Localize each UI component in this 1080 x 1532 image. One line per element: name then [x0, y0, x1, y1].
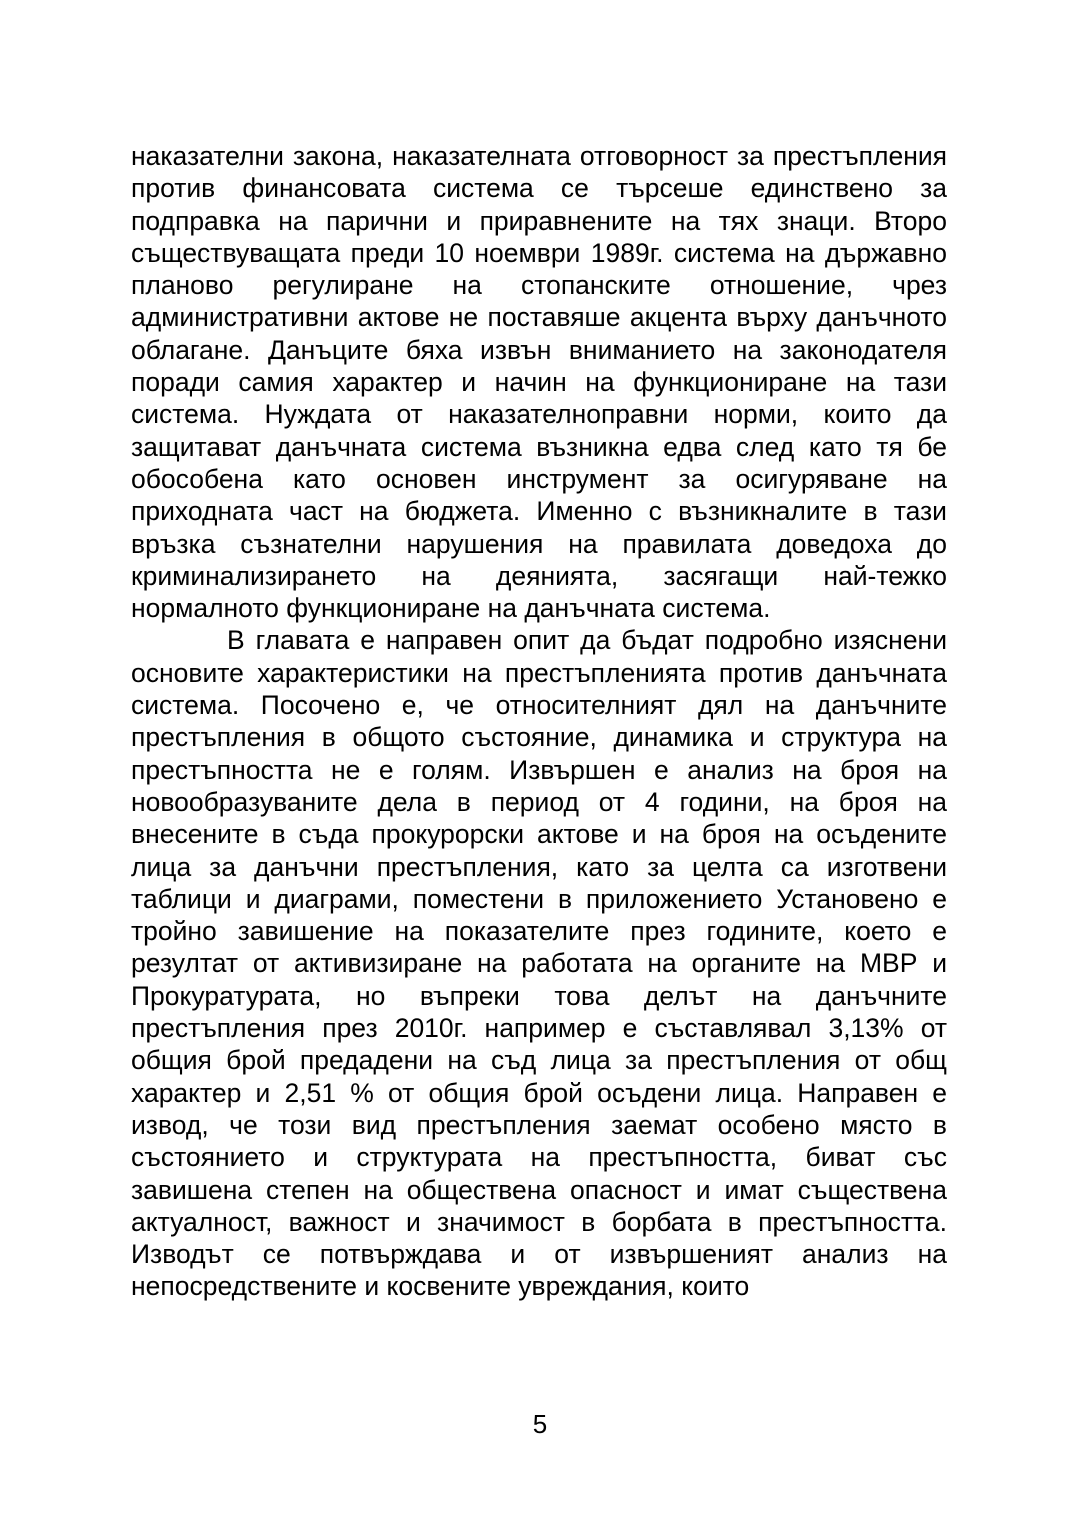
paragraph-chapter-summary: В главата е направен опит да бъдат подробно изяснени основите характеристики на престъпленията против данъчната система. Посочено е, че относителният дял на данъчните престъпления в общото състояние, динамика и структура на престъпността не е голям. Извършен е анализ на броя на новообразуваните дела в период от 4 години, на броя на внесените в съда прокурорски актове и на броя на осъдените лица за данъчни престъпления, като за целта са изготвени таблици и диаграми, поместени в приложението Установено е тройно завишение на показателите през годините, което е резултат от активизиране на работата на органите на МВР и Прокуратурата, но въпреки това делът на данъчните престъпления през 2010г. например е съставлявал 3,13% от общия брой предадени на съд лица за престъпления от общ характер и 2,51 % от общия брой осъдени лица. Направен е извод, че този вид престъпления заемат особено място в състоянието и структурата на престъпността, биват със завишена степен на обществена опасност и имат съществена актуалност, важност и значимост в борбата в престъпността. Изводът се потвърждава и от извършеният анализ на непосредствените и косвените увреждания, които: [131, 625, 947, 1302]
paragraph-continuation: наказателни закона, наказателната отговорност за престъпления против финансовата система се търсеше единствено за подправка на парични и приравнените на тях знаци. Второ съществуващата преди 10 ноември 1989г. система на държавно планово регулиране на стопанските отношение, чрез административни актове не поставяше акцента върху данъчното облагане. Данъците бяха извън вниманието на законодателя поради самия характер и начин на функциониране на тази система. Нуждата от наказателноправни норми, които да защитават данъчната система възникна едва след като тя бе обособена като основен инструмент за осигуряване на приходната част на бюджета. Именно с възникналите в тази връзка съзнателни нарушения на правилата доведоха до криминализирането на деянията, засягащи най-тежко нормалното функциониране на данъчната система.: [131, 141, 947, 624]
body-text: [131, 140, 947, 1303]
page-number: 5: [532, 1409, 548, 1439]
